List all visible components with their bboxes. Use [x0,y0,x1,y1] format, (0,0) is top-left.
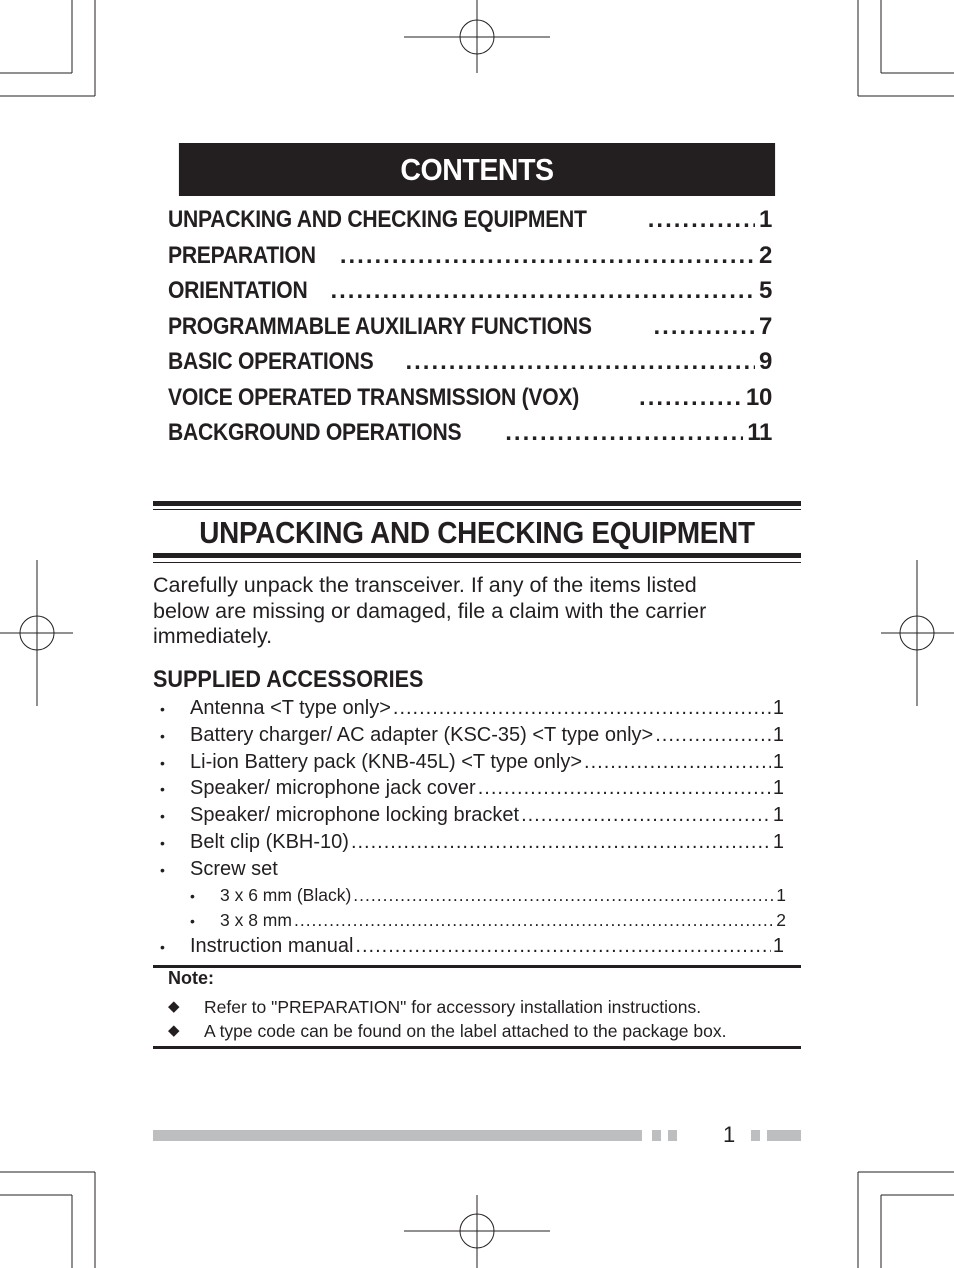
toc-entry-title: PROGRAMMABLE AUXILIARY FUNCTIONS [168,312,592,340]
note-top-rule [153,965,801,968]
leader-dots [351,831,771,854]
page-number: 1 [723,1122,736,1147]
accessory-quantity: 1 [776,885,786,905]
accessory-name: Screw set [190,858,278,880]
section-top-rule-thick [153,501,801,506]
bullet-icon: • [190,888,195,904]
bullet-icon: • [160,781,165,797]
section-title: UNPACKING AND CHECKING EQUIPMENT [199,515,755,550]
bullet-icon: • [160,808,165,824]
leader-dots [521,804,771,827]
toc-leader-dots [654,313,755,341]
leader-dots [353,885,774,906]
accessory-name: Speaker/ microphone locking bracket [190,804,520,826]
note-item [168,1021,726,1042]
diamond-bullet-icon: ◆ [168,998,180,1015]
accessory-quantity: 1 [772,831,784,853]
leader-dots [655,724,771,747]
toc-leader-dots [639,384,742,412]
leader-dots [478,777,771,800]
leader-dots [584,751,771,774]
leader-dots [355,935,770,958]
accessory-quantity: 1 [772,935,784,957]
bullet-icon: • [160,701,165,717]
list-item [160,777,784,800]
footer-bar [153,1130,642,1141]
toc-entry[interactable] [168,313,772,349]
footer-bar-right [767,1130,801,1141]
diamond-bullet-icon: ◆ [168,1022,180,1039]
bullet-icon: • [190,913,195,929]
toc-entry-title: VOICE OPERATED TRANSMISSION (VOX) [168,383,579,411]
toc-entry[interactable] [168,242,772,278]
accessory-quantity: 2 [776,910,786,930]
note-item [168,997,701,1018]
accessory-quantity: 1 [772,724,784,746]
section-top-rule-thin [153,509,801,510]
intro-line: immediately. [153,624,273,648]
toc-entry-page: 1 [758,206,772,233]
leader-dots [294,910,774,931]
note-bottom-rule [153,1046,801,1049]
accessory-name: 3 x 6 mm (Black) [220,885,352,905]
accessory-name: Li-ion Battery pack (KNB-45L) <T type only> [190,751,583,773]
accessory-name: Instruction manual [190,935,354,957]
toc-entry-title: ORIENTATION [168,277,308,304]
toc-entry-title: PREPARATION [168,241,316,269]
bullet-icon: • [160,862,165,878]
toc-entry[interactable] [168,348,772,384]
toc-entry[interactable] [168,206,772,242]
toc-entry-page: 7 [758,312,772,340]
intro-line: below are missing or damaged, file a claim with the carrier [153,598,707,623]
toc-entry-title: UNPACKING AND CHECKING EQUIPMENT [168,206,587,233]
bullet-icon: • [160,728,165,744]
accessory-quantity: 1 [772,697,784,719]
toc-leader-dots [405,348,754,376]
section-bottom-rule-thick [153,553,801,558]
section-bottom-rule-thin [153,562,801,563]
list-item [160,804,784,827]
toc-entry-page: 2 [758,241,772,269]
list-item [160,858,784,881]
toc-entry-page: 11 [747,419,772,446]
accessory-quantity: 1 [772,751,784,773]
list-item [160,831,784,854]
accessory-name: Belt clip (KBH-10) [190,831,349,853]
accessory-name: Speaker/ microphone jack cover [190,777,476,799]
footer-square [751,1130,760,1141]
note-label: Note: [168,968,214,988]
toc-entry[interactable] [168,277,772,313]
accessory-quantity: 1 [772,804,784,826]
note-text: A type code can be found on the label attached to the package box. [204,1021,727,1041]
sub-list-item [190,885,786,906]
list-item [160,724,784,747]
table-of-contents [168,206,772,455]
toc-entry[interactable] [168,419,772,455]
accessory-quantity: 1 [772,777,784,799]
accessory-name: Antenna <T type only> [190,697,391,719]
list-item [160,935,784,958]
toc-leader-dots [330,277,754,305]
contents-heading: CONTENTS [179,143,775,196]
footer-square [652,1130,661,1141]
list-item [160,697,784,720]
accessory-name: Battery charger/ AC adapter (KSC-35) <T type only> [190,724,654,746]
toc-entry-page: 10 [745,383,772,411]
note-text: Refer to "PREPARATION" for accessory installation instructions. [204,997,702,1017]
sub-list-item [190,910,786,931]
toc-leader-dots [505,419,743,447]
toc-leader-dots [340,242,755,270]
toc-entry-title: BACKGROUND OPERATIONS [168,419,462,446]
footer-square [668,1130,677,1141]
accessory-name: 3 x 8 mm [220,910,292,930]
bullet-icon: • [160,939,165,955]
intro-line: Carefully unpack the transceiver. If any of the items listed [153,573,697,597]
bullet-icon: • [160,755,165,771]
bullet-icon: • [160,835,165,851]
toc-entry-title: BASIC OPERATIONS [168,348,374,375]
intro-paragraph [153,573,773,650]
leader-dots [393,697,771,720]
list-item [160,751,784,774]
toc-entry-page: 9 [758,348,772,375]
supplied-accessories-heading: SUPPLIED ACCESSORIES [153,666,424,693]
toc-entry[interactable] [168,384,772,420]
toc-leader-dots [648,206,755,234]
toc-entry-page: 5 [758,277,772,304]
